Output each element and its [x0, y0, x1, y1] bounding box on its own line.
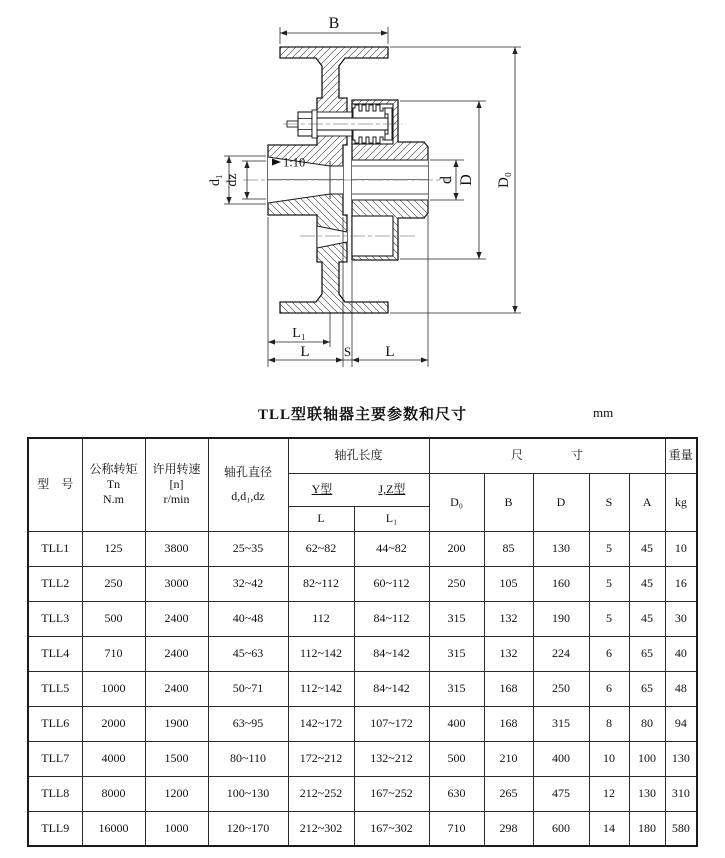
table-cell: 5 — [589, 601, 629, 636]
table-row — [28, 671, 697, 706]
table-cell: 315 — [429, 636, 484, 671]
table-cell: 167~302 — [354, 811, 429, 846]
table-cell: 130 — [665, 741, 697, 776]
table-cell: 45 — [629, 601, 665, 636]
dim-label-B: B — [328, 15, 340, 32]
table-title: TLL型联轴器主要参数和尺寸 — [257, 407, 468, 423]
table-cell: 12 — [589, 776, 629, 811]
table-cell: 10 — [589, 741, 629, 776]
table-cell: 132 — [484, 636, 533, 671]
table-cell: 400 — [429, 706, 484, 741]
coupling-section-drawing — [0, 0, 725, 398]
table-cell: 5 — [589, 531, 629, 566]
table-cell: 62~82 — [288, 531, 354, 566]
table-title-bar — [0, 403, 725, 427]
taper-label: 1:10 — [283, 155, 306, 170]
table-cell: 84~142 — [354, 636, 429, 671]
table-cell: 710 — [429, 811, 484, 846]
table-row — [28, 601, 697, 636]
table-cell: 107~172 — [354, 706, 429, 741]
table-cell: 6 — [589, 636, 629, 671]
header-L1: L₁ — [354, 506, 429, 531]
table-cell: TLL7 — [28, 741, 82, 776]
table-cell: 45 — [629, 566, 665, 601]
table-cell: 130 — [629, 776, 665, 811]
table-cell: 190 — [533, 601, 589, 636]
header-model: 型 号 — [28, 438, 82, 531]
table-cell: 8 — [589, 706, 629, 741]
table-cell: TLL8 — [28, 776, 82, 811]
table-cell: 130 — [533, 531, 589, 566]
table-cell: 265 — [484, 776, 533, 811]
header-A: A — [629, 473, 665, 531]
dim-label-S: S — [343, 344, 352, 359]
table-cell: 132 — [484, 601, 533, 636]
table-cell: 1900 — [145, 706, 208, 741]
header-torque-line3: N.m — [103, 492, 124, 507]
unit-label: mm — [593, 405, 614, 420]
table-cell: 40~48 — [208, 601, 288, 636]
header-torque-line2: Tn — [106, 477, 121, 492]
table-cell: 212~252 — [288, 776, 354, 811]
table-cell: TLL9 — [28, 811, 82, 846]
table-cell: 1000 — [145, 811, 208, 846]
header-B: B — [484, 473, 533, 531]
table-cell: 630 — [429, 776, 484, 811]
table-cell: 125 — [82, 531, 145, 566]
header-bore-length: 轴孔长度 — [288, 438, 429, 473]
table-cell: 3800 — [145, 531, 208, 566]
table-row — [28, 706, 697, 741]
table-cell: 5 — [589, 566, 629, 601]
table-row — [28, 811, 697, 846]
table-cell: 112 — [288, 601, 354, 636]
table-cell: 298 — [484, 811, 533, 846]
table-cell: 710 — [82, 636, 145, 671]
table-cell: 25~35 — [208, 531, 288, 566]
table-cell: 1000 — [82, 671, 145, 706]
table-cell: 60~112 — [354, 566, 429, 601]
table-row — [28, 741, 697, 776]
table-cell: 500 — [82, 601, 145, 636]
table-cell: 16000 — [82, 811, 145, 846]
header-weight-unit: kg — [665, 473, 697, 531]
table-cell: 4000 — [82, 741, 145, 776]
table-cell: 2000 — [82, 706, 145, 741]
dim-label-D0: D₀ — [496, 171, 512, 189]
table-cell: 48 — [665, 671, 697, 706]
table-cell: 94 — [665, 706, 697, 741]
table-body — [28, 531, 697, 846]
elastic-sleeve-teeth-top — [353, 105, 385, 118]
table-cell: 600 — [533, 811, 589, 846]
table-cell: 3000 — [145, 566, 208, 601]
table-cell: 315 — [533, 706, 589, 741]
table-cell: 45~63 — [208, 636, 288, 671]
table-cell: 6 — [589, 671, 629, 706]
header-dimensions: 尺 寸 — [429, 438, 665, 473]
table-cell: 112~142 — [288, 636, 354, 671]
dim-label-d: d — [438, 176, 455, 184]
table-cell: 250 — [429, 566, 484, 601]
table-cell: 14 — [589, 811, 629, 846]
table-cell: 210 — [484, 741, 533, 776]
dim-label-L-left: L — [300, 344, 310, 360]
elastic-sleeve-teeth-bottom — [353, 130, 385, 143]
table-cell: 32~42 — [208, 566, 288, 601]
table-cell: 8000 — [82, 776, 145, 811]
dim-label-d1: d₁ — [208, 174, 223, 186]
table-cell: TLL3 — [28, 601, 82, 636]
table-cell: 142~172 — [288, 706, 354, 741]
header-jz-type: J,Z型 — [378, 482, 406, 496]
table-cell: 30 — [665, 601, 697, 636]
table-cell: 168 — [484, 706, 533, 741]
header-speed-line1: 许用转速 — [152, 462, 201, 477]
header-bore-diameter — [208, 438, 288, 531]
table-cell: 500 — [429, 741, 484, 776]
header-speed-line2: [n] — [169, 477, 184, 492]
dim-label-L-right: L — [385, 344, 395, 360]
table-cell: TLL5 — [28, 671, 82, 706]
header-torque — [82, 438, 145, 531]
table-cell: 580 — [665, 811, 697, 846]
header-D: D — [533, 473, 589, 531]
header-speed-line3: r/min — [163, 492, 190, 507]
table-cell: 105 — [484, 566, 533, 601]
table-cell: 475 — [533, 776, 589, 811]
table-cell: 200 — [429, 531, 484, 566]
table-cell: 40 — [665, 636, 697, 671]
table-cell: 112~142 — [288, 671, 354, 706]
table-cell: 50~71 — [208, 671, 288, 706]
table-cell: 2400 — [145, 636, 208, 671]
table-cell: 1200 — [145, 776, 208, 811]
table-cell: 180 — [629, 811, 665, 846]
table-row — [28, 566, 697, 601]
table-cell: 63~95 — [208, 706, 288, 741]
table-cell: 85 — [484, 531, 533, 566]
parameter-table — [27, 437, 698, 847]
dim-label-D: D — [458, 174, 475, 186]
dim-label-L1: L₁ — [292, 326, 306, 341]
header-bore-diameter-line1: 轴孔直径 — [223, 465, 272, 480]
table-cell: 65 — [629, 636, 665, 671]
dim-label-dz: dz — [225, 173, 240, 187]
table-cell: 16 — [665, 566, 697, 601]
table-cell: TLL4 — [28, 636, 82, 671]
table-cell: TLL6 — [28, 706, 82, 741]
table-cell: 80 — [629, 706, 665, 741]
table-cell: 224 — [533, 636, 589, 671]
table-cell: 250 — [82, 566, 145, 601]
header-bore-diameter-line2: d,d₁,dz — [231, 489, 265, 504]
header-speed — [145, 438, 208, 531]
table-cell: 400 — [533, 741, 589, 776]
table-cell: 315 — [429, 671, 484, 706]
header-bore-types — [288, 473, 429, 506]
table-cell: 65 — [629, 671, 665, 706]
table-row — [28, 636, 697, 671]
table-cell: 250 — [533, 671, 589, 706]
table-cell: 84~112 — [354, 601, 429, 636]
table-cell: 167~252 — [354, 776, 429, 811]
table-cell: 2400 — [145, 601, 208, 636]
table-cell: TLL1 — [28, 531, 82, 566]
table-cell: 1500 — [145, 741, 208, 776]
table-row — [28, 776, 697, 811]
header-S: S — [589, 473, 629, 531]
table-cell: 2400 — [145, 671, 208, 706]
table-cell: 310 — [665, 776, 697, 811]
header-L: L — [288, 506, 354, 531]
table-cell: 45 — [629, 531, 665, 566]
table-cell: 315 — [429, 601, 484, 636]
table-cell: 120~170 — [208, 811, 288, 846]
table-cell: 100 — [629, 741, 665, 776]
header-torque-line1: 公称转矩 — [89, 462, 138, 477]
header-weight: 重量 — [665, 438, 697, 473]
table-cell: 100~130 — [208, 776, 288, 811]
table-cell: 132~212 — [354, 741, 429, 776]
table-row — [28, 531, 697, 566]
table-cell: 160 — [533, 566, 589, 601]
table-cell: 168 — [484, 671, 533, 706]
table-cell: TLL2 — [28, 566, 82, 601]
table-cell: 84~142 — [354, 671, 429, 706]
table-cell: 82~112 — [288, 566, 354, 601]
header-D0: D₀ — [429, 473, 484, 531]
header-y-type: Y型 — [311, 482, 333, 496]
table-cell: 44~82 — [354, 531, 429, 566]
table-cell: 212~302 — [288, 811, 354, 846]
table-cell: 80~110 — [208, 741, 288, 776]
table-cell: 10 — [665, 531, 697, 566]
table-cell: 172~212 — [288, 741, 354, 776]
